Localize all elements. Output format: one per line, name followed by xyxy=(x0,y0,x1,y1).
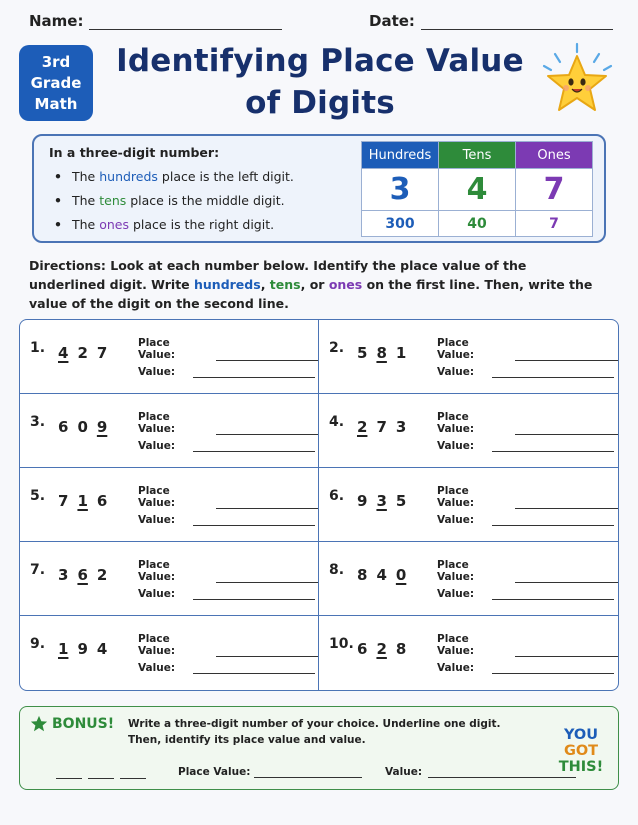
bullet-text: The xyxy=(72,169,100,184)
grade-badge xyxy=(19,45,93,121)
value-line[interactable] xyxy=(193,514,315,526)
place-value-label: Place Value: xyxy=(138,559,176,583)
bonus-heading xyxy=(30,715,114,733)
digit-tens: 4 xyxy=(439,169,516,211)
value-label: Value: xyxy=(437,440,475,452)
value-field xyxy=(138,514,315,526)
badge-line2: Grade xyxy=(30,73,82,92)
blank-hundreds[interactable] xyxy=(56,769,82,779)
place-value-field xyxy=(437,411,618,435)
underlined-digit: 2 xyxy=(376,640,387,658)
bonus-instructions: Write a three-digit number of your choice. Underline one digit. Then, identify its place value and value. xyxy=(128,718,501,746)
you-got-this-sticker xyxy=(550,727,612,775)
digit: 9 xyxy=(77,640,88,658)
bonus-place-value-label: Place Value: xyxy=(178,766,251,778)
value-label: Value: xyxy=(437,514,475,526)
problem-number: 10. xyxy=(329,636,354,652)
underlined-digit: 2 xyxy=(357,418,368,436)
bonus-place-value-line[interactable] xyxy=(254,766,362,778)
problem-cell xyxy=(319,394,618,468)
underlined-digit: 0 xyxy=(395,566,407,584)
badge-line3: Math xyxy=(34,94,78,113)
value-field xyxy=(138,440,315,452)
place-value-line[interactable] xyxy=(216,645,318,657)
bonus-box xyxy=(19,706,619,790)
smiling-star-icon xyxy=(535,42,620,122)
value-line[interactable] xyxy=(492,366,614,378)
value-line[interactable] xyxy=(193,366,315,378)
value-ones: 7 xyxy=(516,211,593,237)
problem-cell xyxy=(20,542,319,616)
place-value-line[interactable] xyxy=(216,571,318,583)
name-label: Name: xyxy=(29,12,84,30)
name-line[interactable] xyxy=(89,12,282,30)
directions-keyword-hundreds: hundreds xyxy=(194,277,261,292)
list-item xyxy=(54,216,294,240)
page-title xyxy=(100,40,540,124)
star-icon xyxy=(30,715,48,733)
encourage-line1: YOU xyxy=(563,727,599,743)
date-line[interactable] xyxy=(421,12,613,30)
digit-ones: 7 xyxy=(516,169,593,211)
value-label: Value: xyxy=(437,366,475,378)
digit: 1 xyxy=(395,344,407,362)
problem-number: 1. xyxy=(30,340,46,356)
problem-cell xyxy=(319,468,618,542)
underlined-digit: 1 xyxy=(77,492,88,510)
info-list xyxy=(54,168,294,240)
directions-text: , or xyxy=(300,277,329,292)
directions-keyword-tens: tens xyxy=(269,277,301,292)
problem-cell xyxy=(20,468,319,542)
digit: 6 xyxy=(96,492,108,510)
place-value-field xyxy=(138,559,318,583)
bullet-keyword-tens: tens xyxy=(99,193,127,208)
digit: 4 xyxy=(376,566,387,584)
place-value-line[interactable] xyxy=(515,645,618,657)
bullet-text: The xyxy=(72,217,100,232)
place-value-field xyxy=(138,633,318,657)
header-hundreds: Hundreds xyxy=(362,142,439,169)
underlined-digit: 4 xyxy=(58,344,69,362)
place-value-line[interactable] xyxy=(515,571,618,583)
place-value-field xyxy=(437,633,618,657)
place-value-label: Place Value: xyxy=(437,411,475,435)
place-value-line[interactable] xyxy=(515,349,618,361)
encourage-line3: THIS! xyxy=(558,759,604,775)
problem-number: 4. xyxy=(329,414,345,430)
value-label: Value: xyxy=(437,588,475,600)
problem-number: 8. xyxy=(329,562,345,578)
bonus-value-label: Value: xyxy=(385,766,423,778)
problem-digits xyxy=(58,566,107,584)
date-field xyxy=(369,12,613,30)
problem-cell xyxy=(319,616,618,690)
place-value-label: Place Value: xyxy=(437,559,475,583)
digit: 7 xyxy=(58,492,69,510)
digit: 3 xyxy=(395,418,407,436)
place-value-field xyxy=(138,411,318,435)
place-value-field xyxy=(138,337,318,361)
encourage-line2: GOT xyxy=(563,743,599,759)
list-item xyxy=(54,192,294,216)
digit: 0 xyxy=(77,418,88,436)
value-field xyxy=(138,588,315,600)
digit: 8 xyxy=(357,566,368,584)
underlined-digit: 6 xyxy=(77,566,88,584)
bullet-text: place is the right digit. xyxy=(129,217,275,232)
underlined-digit: 1 xyxy=(58,640,69,658)
problem-digits xyxy=(58,640,107,658)
info-heading: In a three-digit number: xyxy=(49,145,220,160)
digit: 2 xyxy=(96,566,108,584)
place-value-label: Place Value: xyxy=(437,485,475,509)
digit: 7 xyxy=(96,344,108,362)
digit: 2 xyxy=(77,344,88,362)
digit: 5 xyxy=(357,344,368,362)
header-tens: Tens xyxy=(439,142,516,169)
underlined-digit: 9 xyxy=(96,418,108,436)
bonus-title: BONUS! xyxy=(52,716,115,732)
value-field xyxy=(437,514,614,526)
name-field xyxy=(29,12,282,30)
title-line1: Identifying Place Value xyxy=(116,43,524,79)
place-value-label: Place Value: xyxy=(437,337,475,361)
value-line[interactable] xyxy=(492,514,614,526)
directions-text: on the first line. Then, write the value of the digit on the second line. xyxy=(29,277,593,311)
digit-hundreds: 3 xyxy=(362,169,439,211)
digit: 8 xyxy=(395,640,407,658)
place-value-line[interactable] xyxy=(515,497,618,509)
title-line2: of Digits xyxy=(245,85,395,121)
problem-number: 9. xyxy=(30,636,46,652)
place-value-label: Place Value: xyxy=(138,337,176,361)
value-line[interactable] xyxy=(492,440,614,452)
value-line[interactable] xyxy=(193,440,315,452)
value-label: Value: xyxy=(138,662,176,674)
directions-text: Directions: Look at each number below. Identify the place value of the underlined digit. Write xyxy=(29,258,527,292)
value-field xyxy=(437,588,614,600)
place-value-line[interactable] xyxy=(216,423,318,435)
place-value-label: Place Value: xyxy=(437,633,475,657)
place-value-label: Place Value: xyxy=(138,633,176,657)
digit: 9 xyxy=(357,492,368,510)
bullet-text: place is the middle digit. xyxy=(126,193,285,208)
value-field xyxy=(437,440,614,452)
problem-cell xyxy=(319,320,618,394)
problem-digits xyxy=(58,344,107,362)
problem-number: 6. xyxy=(329,488,345,504)
value-label: Value: xyxy=(138,588,176,600)
place-value-line[interactable] xyxy=(216,497,318,509)
bonus-value-field xyxy=(385,766,576,778)
problem-digits xyxy=(357,492,406,510)
list-item xyxy=(54,168,294,192)
blank-tens[interactable] xyxy=(88,769,114,779)
problem-cell xyxy=(319,542,618,616)
place-value-field xyxy=(437,485,618,509)
place-value-field xyxy=(437,337,618,361)
bullet-text: The xyxy=(72,193,100,208)
digit: 5 xyxy=(395,492,407,510)
header-ones: Ones xyxy=(516,142,593,169)
underlined-digit: 8 xyxy=(376,344,387,362)
problem-cell xyxy=(20,394,319,468)
directions-text: , xyxy=(260,277,270,292)
badge-line1: 3rd xyxy=(41,52,71,71)
place-value-field xyxy=(437,559,618,583)
bonus-place-value-field xyxy=(178,766,362,778)
problem-grid xyxy=(19,319,619,691)
value-label: Value: xyxy=(138,366,176,378)
problem-digits xyxy=(357,640,406,658)
value-line[interactable] xyxy=(193,588,315,600)
problem-digits xyxy=(357,566,406,584)
value-tens: 40 xyxy=(439,211,516,237)
directions xyxy=(29,256,599,313)
digit: 3 xyxy=(58,566,69,584)
digit: 6 xyxy=(357,640,368,658)
value-line[interactable] xyxy=(492,662,614,674)
value-line[interactable] xyxy=(492,588,614,600)
problem-digits xyxy=(357,418,406,436)
digit: 4 xyxy=(96,640,108,658)
problem-cell xyxy=(20,616,319,690)
directions-keyword-ones: ones xyxy=(328,277,363,292)
place-value-line[interactable] xyxy=(515,423,618,435)
bullet-keyword-hundreds: hundreds xyxy=(99,169,158,184)
date-label: Date: xyxy=(369,12,415,30)
problem-number: 5. xyxy=(30,488,46,504)
place-value-field xyxy=(138,485,318,509)
place-value-table xyxy=(361,141,593,237)
bullet-text: place is the left digit. xyxy=(157,169,294,184)
problem-number: 7. xyxy=(30,562,46,578)
value-hundreds: 300 xyxy=(362,211,439,237)
problem-digits xyxy=(58,492,107,510)
value-field xyxy=(138,662,315,674)
problem-digits xyxy=(357,344,406,362)
problem-number: 2. xyxy=(329,340,345,356)
bullet-keyword-ones: ones xyxy=(99,217,130,232)
place-value-label: Place Value: xyxy=(138,485,176,509)
value-label: Value: xyxy=(138,514,176,526)
digit: 7 xyxy=(376,418,387,436)
value-label: Value: xyxy=(138,440,176,452)
underlined-digit: 3 xyxy=(376,492,387,510)
digit: 6 xyxy=(58,418,69,436)
problem-digits xyxy=(58,418,107,436)
blank-ones[interactable] xyxy=(120,769,146,779)
problem-number: 3. xyxy=(30,414,46,430)
bonus-number-blanks[interactable] xyxy=(56,769,146,779)
place-value-label: Place Value: xyxy=(138,411,176,435)
value-field xyxy=(437,662,614,674)
value-field xyxy=(437,366,614,378)
place-value-line[interactable] xyxy=(216,349,318,361)
value-line[interactable] xyxy=(193,662,315,674)
value-label: Value: xyxy=(437,662,475,674)
problem-cell xyxy=(20,320,319,394)
value-field xyxy=(138,366,315,378)
